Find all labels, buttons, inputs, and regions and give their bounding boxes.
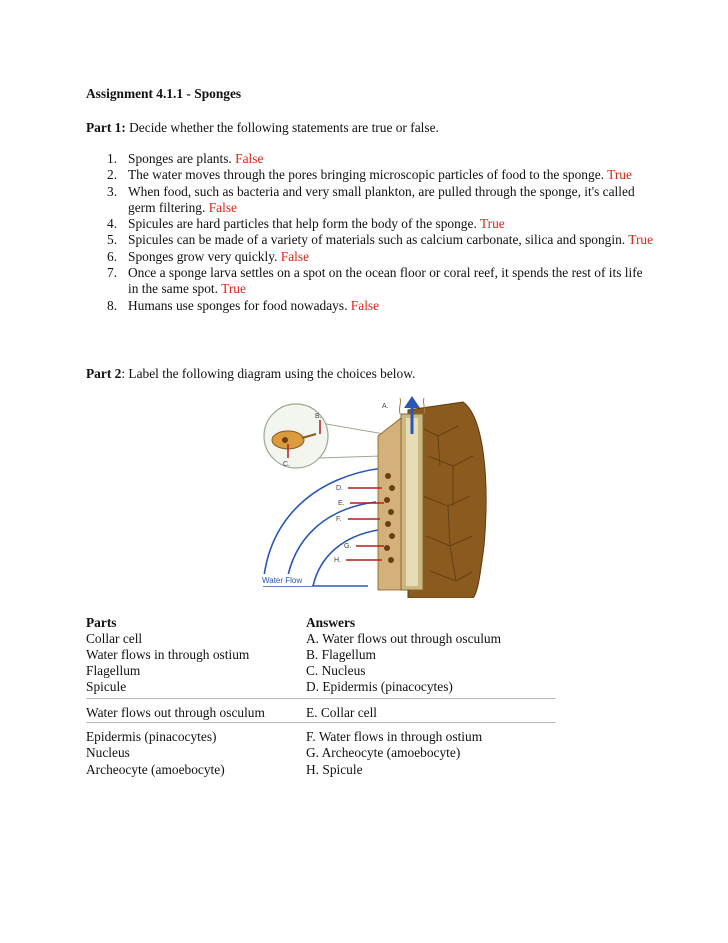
answer-item: D. Epidermis (pinacocytes) bbox=[306, 679, 453, 694]
answer-item: F. Water flows in through ostium bbox=[306, 729, 483, 744]
row-divider bbox=[86, 722, 556, 723]
statement-number: 5. bbox=[107, 232, 118, 248]
part2-heading bbox=[86, 366, 415, 382]
row-divider bbox=[86, 698, 556, 699]
answer-item: H. Spicule bbox=[306, 762, 363, 777]
nucleus-dot bbox=[282, 437, 288, 443]
assignment-title: Assignment 4.1.1 - Sponges bbox=[86, 86, 242, 101]
statement-text: Once a sponge larva settles on a spot on the ocean floor or coral reef, it spends the rest of its life in the same spot. bbox=[128, 265, 643, 297]
statement-item bbox=[86, 167, 656, 183]
statement-number: 2. bbox=[107, 167, 118, 183]
part-item: Flagellum bbox=[86, 663, 141, 678]
answer-item: E. Collar cell bbox=[306, 705, 378, 720]
diagram-label-d: D. bbox=[336, 485, 343, 492]
answer-item: G. Archeocyte (amoebocyte) bbox=[306, 745, 461, 760]
answer-item: B. Flagellum bbox=[306, 647, 376, 662]
statement-list bbox=[86, 151, 656, 314]
statement-number: 6. bbox=[107, 248, 118, 264]
statement-number: 7. bbox=[107, 265, 118, 281]
statement-text: When food, such as bacteria and very small plankton, are pulled through the sponge, it's called germ filtering. bbox=[128, 183, 635, 215]
part-item: Spicule bbox=[86, 679, 127, 694]
statement-text: Humans use sponges for food nowadays. bbox=[128, 297, 348, 313]
statement-answer: False bbox=[350, 297, 380, 313]
diagram-label-b: B. bbox=[315, 413, 322, 420]
diagram-label-h: H. bbox=[334, 557, 341, 564]
statement-answer: True bbox=[607, 167, 632, 183]
statement-answer: False bbox=[235, 151, 264, 166]
statement-item bbox=[86, 265, 656, 298]
diagram-label-f: F. bbox=[336, 516, 342, 523]
statement-text: Spicules can be made of a variety of materials such as calcium carbonate, silica and spongin. bbox=[128, 232, 626, 248]
statement-text: Sponges grow very quickly. bbox=[128, 248, 278, 264]
spongocoel-inner bbox=[406, 418, 418, 586]
diagram-label-g: G. bbox=[344, 543, 352, 550]
statement-item bbox=[86, 298, 656, 314]
answer-item: C. Nucleus bbox=[306, 663, 366, 678]
statement-item bbox=[86, 249, 656, 265]
statement-item bbox=[86, 232, 656, 248]
part-item: Collar cell bbox=[86, 631, 143, 646]
osculum-arrowhead bbox=[404, 396, 420, 408]
part-item: Nucleus bbox=[86, 745, 130, 760]
water-flow-curve bbox=[286, 502, 376, 586]
magnifier-line bbox=[318, 456, 383, 458]
statement-answer: True bbox=[479, 216, 505, 232]
part-item: Water flows in through ostium bbox=[86, 647, 250, 662]
part2-label: Part 2 bbox=[86, 366, 122, 381]
collar-cell-layer bbox=[378, 418, 401, 590]
part2-instruction: : Label the following diagram using the choices below. bbox=[121, 366, 416, 381]
diagram-label-e: E. bbox=[338, 500, 345, 507]
statement-text: Spicules are hard particles that help form the body of the sponge. bbox=[128, 216, 477, 232]
part1-instruction: Decide whether the following statements are true or false. bbox=[129, 120, 439, 135]
part1-heading bbox=[86, 120, 439, 136]
water-flow-curve bbox=[263, 468, 383, 586]
part-item: Epidermis (pinacocytes) bbox=[86, 729, 217, 744]
statement-item bbox=[86, 151, 656, 167]
statement-number: 8. bbox=[107, 297, 118, 313]
part1-label: Part 1: bbox=[86, 120, 126, 135]
statement-text: Sponges are plants. bbox=[128, 151, 232, 166]
diagram-label-c: C. bbox=[283, 461, 290, 468]
magnifier-line bbox=[326, 424, 384, 434]
statement-item bbox=[86, 216, 656, 232]
statement-number: 4. bbox=[107, 216, 118, 232]
statement-item bbox=[86, 184, 656, 217]
water-flow-label: Water Flow bbox=[262, 576, 303, 585]
statement-answer: True bbox=[221, 281, 246, 297]
diagram-label-a: A. bbox=[382, 403, 389, 410]
sponge-diagram-svg bbox=[258, 396, 508, 598]
statement-answer: False bbox=[208, 199, 237, 215]
water-flow-curve bbox=[313, 530, 378, 586]
sponge-diagram bbox=[258, 396, 508, 598]
answers-header: Answers bbox=[306, 615, 356, 630]
part-item: Archeocyte (amoebocyte) bbox=[86, 762, 225, 777]
statement-answer: False bbox=[280, 248, 310, 264]
statement-number: 1. bbox=[107, 151, 118, 166]
statement-text: The water moves through the pores bringing microscopic particles of food to the sponge. bbox=[128, 167, 604, 183]
part-item: Water flows out through osculum bbox=[86, 705, 265, 720]
statement-answer: True bbox=[628, 232, 654, 248]
parts-header: Parts bbox=[86, 615, 117, 630]
answer-item: A. Water flows out through osculum bbox=[306, 631, 502, 646]
statement-number: 3. bbox=[107, 183, 118, 199]
